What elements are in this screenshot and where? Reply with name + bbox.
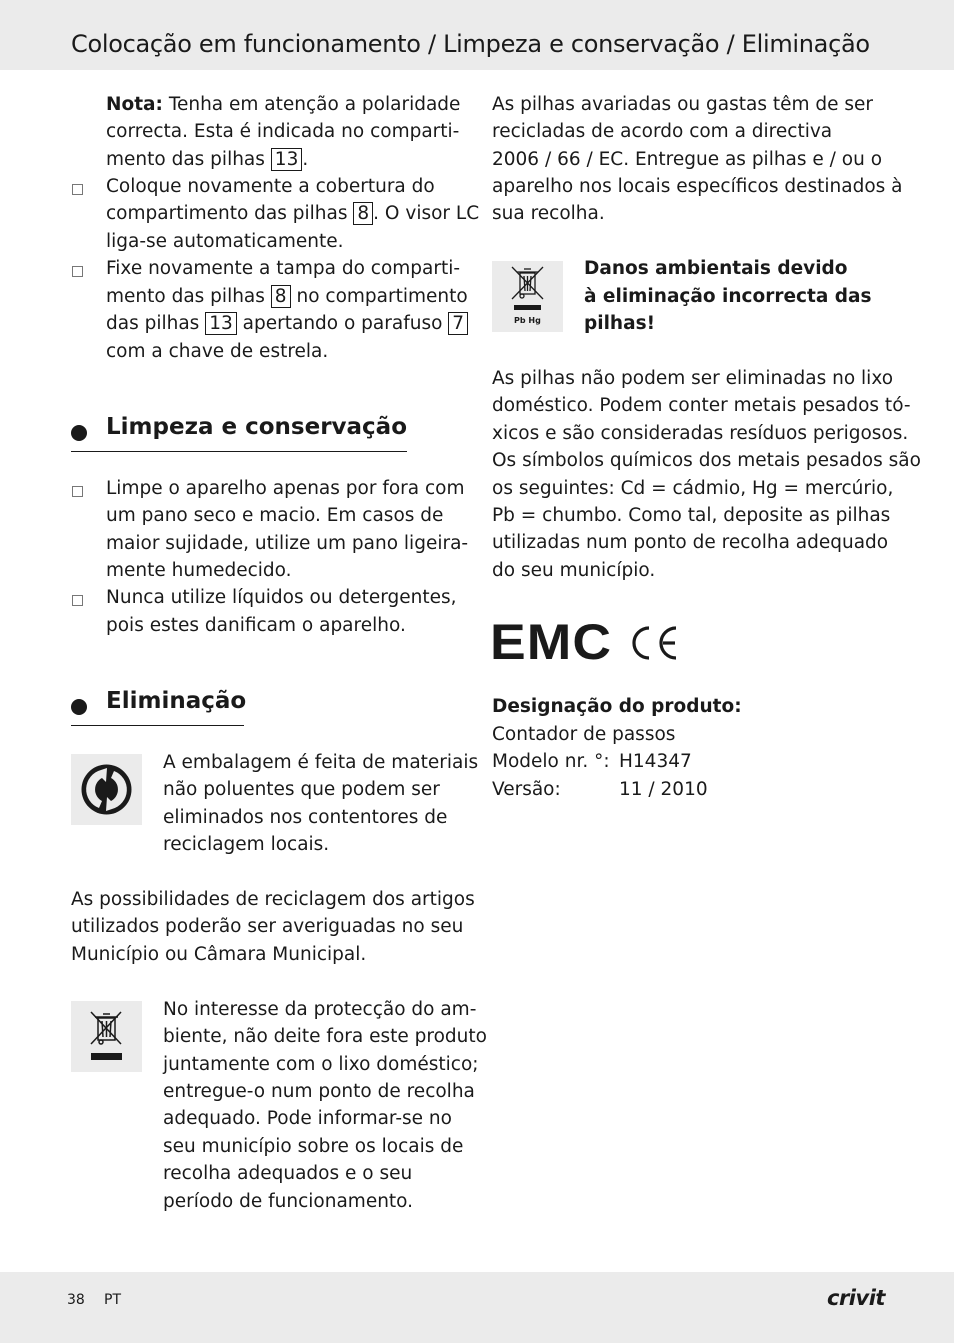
env-line-6: seu município sobre os locais de xyxy=(163,1136,464,1157)
recyc-line-1: As possibilidades de reciclagem dos artigos xyxy=(71,889,475,910)
model-label: Modelo nr. °: xyxy=(492,751,610,772)
pack-line-2: não poluentes que podem ser xyxy=(163,779,440,800)
clean1-line-3: maior sujidade, utilize um pano ligeira- xyxy=(106,533,469,554)
step1-line-3: liga-se automaticamente. xyxy=(106,231,344,252)
bat-line-2: recicladas de acordo com a directiva xyxy=(492,121,833,142)
bat-line-5: sua recolha. xyxy=(492,203,605,224)
note-line-1 xyxy=(106,91,460,118)
model-value: H14347 xyxy=(619,751,692,772)
brand-logo: crivit xyxy=(827,1286,885,1310)
heading-underline xyxy=(71,451,407,452)
clean1-line-1: Limpe o aparelho apenas por fora com xyxy=(106,478,465,499)
haz-line-7: utilizadas num ponto de recolha adequado xyxy=(492,532,889,553)
env-line-8: período de funcionamento. xyxy=(163,1191,414,1212)
bat-line-4: aparelho nos locais específicos destinados à xyxy=(492,176,903,197)
env-line-3: juntamente com o lixo doméstico; xyxy=(163,1054,479,1075)
env-line-1: No interesse da protecção do am- xyxy=(163,999,477,1020)
env-line-5: adequado. Pode informar-se no xyxy=(163,1108,452,1129)
step2-line-3 xyxy=(106,310,468,337)
haz-line-8: do seu município. xyxy=(492,560,656,581)
step1-l2-text: compartimento das pilhas xyxy=(106,203,348,224)
env-line-2: biente, não deite fora este produto xyxy=(163,1026,487,1047)
green-dot-icon-box xyxy=(71,754,142,825)
env-line-7: recolha adequados e o seu xyxy=(163,1163,413,1184)
ref-13-box: 13 xyxy=(205,312,237,335)
step2-l2b-text: no compartimento xyxy=(296,286,468,307)
step2-line-4: com a chave de estrela. xyxy=(106,341,329,362)
page-title: Colocação em funcionamento / Limpeza e conservação / Eliminação xyxy=(71,30,870,58)
section-bullet-icon xyxy=(71,699,87,715)
haz-line-6: Pb = chumbo. Como tal, deposite as pilhas xyxy=(492,505,891,526)
step2-l3-text: das pilhas xyxy=(106,313,200,334)
recyc-line-3: Município ou Câmara Municipal. xyxy=(71,944,367,965)
warn-line-2: à eliminação incorrecta das xyxy=(584,286,872,307)
ref-7-box: 7 xyxy=(448,312,468,335)
bullet-square xyxy=(72,486,83,497)
step1-line-1: Coloque novamente a cobertura do xyxy=(106,176,435,197)
step2-line-2 xyxy=(106,283,468,310)
note-text: Tenha em atenção a polaridade xyxy=(168,94,461,115)
section-disposal-heading xyxy=(71,688,247,726)
pb-hg-label: Pb Hg xyxy=(514,316,541,325)
recyc-line-2: utilizados poderão ser averiguadas no seu xyxy=(71,916,464,937)
language-code: PT xyxy=(104,1292,121,1308)
bat-line-3: 2006 / 66 / EC. Entregue as pilhas e / ou o xyxy=(492,149,883,170)
step1-line-2 xyxy=(106,200,479,227)
battery-bin-icon-box xyxy=(492,261,563,332)
heading-underline xyxy=(71,725,244,726)
warn-line-3: pilhas! xyxy=(584,313,656,334)
product-name: Contador de passos xyxy=(492,724,676,745)
haz-line-3: xicos e são consideradas resíduos perigosos. xyxy=(492,423,909,444)
warn-line-1: Danos ambientais devido xyxy=(584,258,848,279)
step2-line-1: Fixe novamente a tampa do comparti- xyxy=(106,258,461,279)
note-line-2: correcta. Esta é indicada no comparti- xyxy=(106,121,460,142)
step2-l2-text: mento das pilhas xyxy=(106,286,265,307)
step1-l2b-text: . O visor LC xyxy=(373,203,480,224)
step2-l3b-text: apertando o parafuso xyxy=(242,313,443,334)
page-footer xyxy=(0,1272,954,1343)
clean2-line-2: pois estes danificam o aparelho. xyxy=(106,615,406,636)
haz-line-4: Os símbolos químicos dos metais pesados são xyxy=(492,450,921,471)
clean2-line-1: Nunca utilize líquidos ou detergentes, xyxy=(106,587,457,608)
crossed-bin-icon-box xyxy=(71,1001,142,1072)
section-bullet-icon xyxy=(71,425,87,441)
section-title: Eliminação xyxy=(106,688,247,714)
ref-8-box: 8 xyxy=(353,202,373,225)
ref-13-box: 13 xyxy=(271,148,303,171)
pack-line-3: eliminados nos contentores de xyxy=(163,807,448,828)
section-title: Limpeza e conservação xyxy=(106,414,407,440)
pack-line-4: reciclagem locais. xyxy=(163,834,330,855)
crossed-bin-icon xyxy=(71,1001,142,1072)
bullet-square xyxy=(72,266,83,277)
env-line-4: entregue-o num ponto de recolha xyxy=(163,1081,475,1102)
note-line-3: mento das pilhas 13 . xyxy=(106,149,309,170)
emc-label: EMC xyxy=(490,614,613,670)
haz-line-1: As pilhas não podem ser eliminadas no lixo xyxy=(492,368,894,389)
page-header xyxy=(0,0,954,70)
note-label: Nota: xyxy=(106,94,163,115)
clean1-line-4: mente humedecido. xyxy=(106,560,292,581)
haz-line-2: doméstico. Podem conter metais pesados tó- xyxy=(492,395,911,416)
page-number: 38 xyxy=(67,1292,85,1308)
product-designation-label: Designação do produto: xyxy=(492,696,742,717)
ce-mark-icon xyxy=(627,624,679,662)
section-cleaning-heading xyxy=(71,414,407,452)
note-l3-text: mento das pilhas xyxy=(106,149,265,170)
bullet-square xyxy=(72,184,83,195)
green-dot-icon xyxy=(71,754,142,825)
pack-line-1: A embalagem é feita de materiais xyxy=(163,752,479,773)
ref-8-box: 8 xyxy=(271,285,291,308)
bat-line-1: As pilhas avariadas ou gastas têm de ser xyxy=(492,94,874,115)
haz-line-5: os seguintes: Cd = cádmio, Hg = mercúrio, xyxy=(492,478,894,499)
bullet-square xyxy=(72,595,83,606)
version-value: 11 / 2010 xyxy=(619,779,708,800)
clean1-line-2: um pano seco e macio. Em casos de xyxy=(106,505,444,526)
version-label: Versão: xyxy=(492,779,561,800)
